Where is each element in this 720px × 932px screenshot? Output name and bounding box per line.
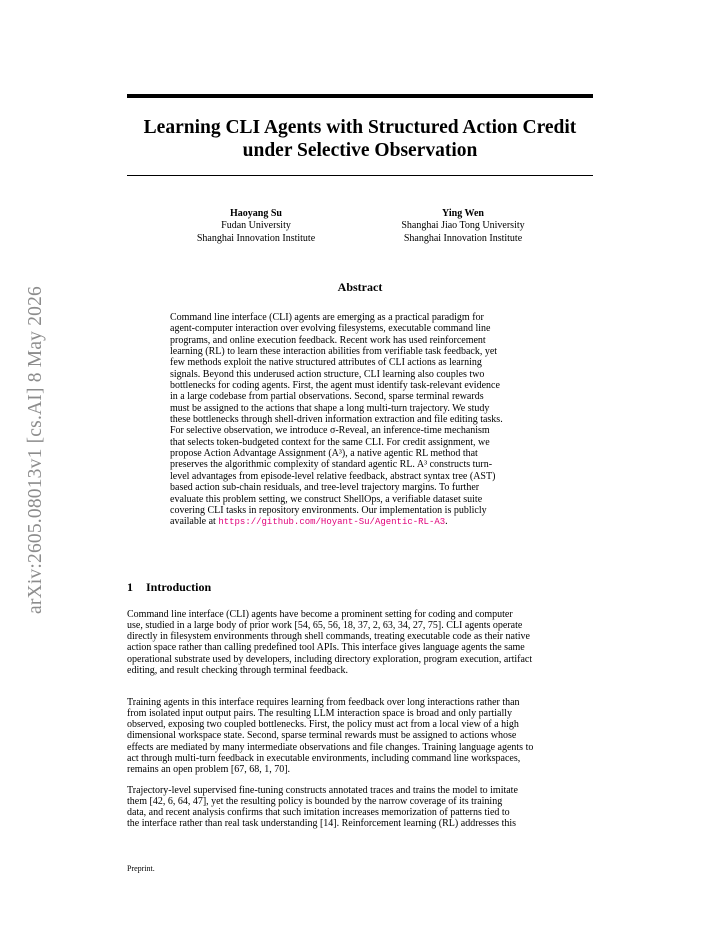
paragraph: [127, 697, 593, 775]
paragraph-line: observed, exposing two coupled bottlenecks. First, the policy must act from a local view of a high: [127, 719, 519, 731]
section-heading: [127, 580, 211, 595]
abstract-line: bottlenecks for coding agents. First, the agent must identify task-relevant evidence: [170, 380, 500, 392]
repository-link[interactable]: https://github.com/Hoyant-Su/Agentic-RL-A3: [218, 517, 446, 528]
paragraph: [127, 609, 593, 676]
author-name: Ying Wen: [442, 208, 484, 219]
paragraph-line: act through multi-turn feedback in executable environments, including command line workspaces,: [127, 752, 521, 764]
section-title: Introduction: [146, 580, 212, 594]
paragraph: [127, 785, 593, 830]
paragraph-line: action space rather than calling predefined tool APIs. This interface gives language agents the same: [127, 642, 525, 654]
author-affiliation: Shanghai Jiao Tong University: [401, 220, 525, 232]
paragraph-line: dimensional workspace state. Second, sparse terminal rewards must be assigned to actions whose: [127, 730, 517, 742]
paragraph-line: effects are mediated by many intermediate observations and file changes. Training language agents to: [127, 741, 534, 753]
paragraph-line: operational substrate used by developers, including directory exploration, program execution, artifact: [127, 653, 533, 665]
paper-title: [127, 116, 593, 162]
abstract-line: in a large codebase from partial observations. Second, sparse terminal rewards: [170, 391, 484, 403]
abstract-line: propose Action Advantage Assignment (A³), a native agentic RL method that: [170, 448, 478, 460]
paragraph-line: Trajectory-level supervised fine-tuning constructs annotated traces and trains the model to imitate: [127, 785, 518, 796]
paragraph-line: remains an open problem [67, 68, 1, 70].: [127, 763, 291, 775]
abstract-line: evaluate this problem setting, we construct ShellOps, a verifiable dataset suite: [170, 493, 483, 505]
abstract-line: must be assigned to the actions that shape a long multi-turn trajectory. We study: [170, 402, 490, 414]
author-block: [380, 208, 546, 245]
abstract-line: agent-computer interaction over evolving filesystems, executable command line: [170, 323, 491, 335]
author-name: Haoyang Su: [230, 208, 282, 219]
paragraph-line: Command line interface (CLI) agents have become a prominent setting for coding and computer: [127, 609, 513, 620]
title-bottom-rule: [127, 175, 593, 176]
paragraph-line: from isolated input output pairs. The resulting LLM interaction space is broad and only partially: [127, 708, 513, 720]
abstract-text: .: [445, 516, 448, 528]
abstract-line: For selective observation, we introduce σ-Reveal, an inference-time mechanism: [170, 425, 490, 437]
paragraph-line: Training agents in this interface requires learning from feedback over long interactions rather than: [127, 697, 520, 708]
abstract-line: based action sub-chain residuals, and tree-level trajectory margins. To further: [170, 482, 480, 494]
abstract-line: these bottlenecks through shell-driven information extraction and file editing tasks.: [170, 414, 503, 426]
abstract-body: [170, 312, 552, 528]
paragraph-line: use, studied in a large body of prior work [54, 65, 56, 18, 37, 2, 63, 34, 27, 75]. CLI agents operate: [127, 620, 523, 632]
abstract-line: programs, and online execution feedback. Recent work has used reinforcement: [170, 334, 486, 346]
abstract-line: Command line interface (CLI) agents are emerging as a practical paradigm for: [170, 312, 484, 323]
title-top-rule: [127, 94, 593, 98]
title-line: under Selective Observation: [242, 140, 478, 161]
paragraph-line: editing, and result checking through terminal feedback.: [127, 664, 349, 676]
abstract-line: signals. Beyond this underused action structure, CLI learning also couples two: [170, 368, 485, 380]
abstract-line: that selects token-budgeted context for the same CLI. For credit assignment, we: [170, 436, 490, 448]
abstract-heading: Abstract: [337, 280, 383, 294]
abstract-text: available at: [170, 516, 219, 528]
paragraph-line: directly in filesystem environments through shell commands, treating executable code as their native: [127, 631, 530, 643]
author-block: [173, 208, 339, 245]
footer-note: Preprint.: [127, 864, 155, 873]
paragraph-line: them [42, 6, 64, 47], yet the resulting policy is bounded by the narrow coverage of its training: [127, 796, 503, 808]
abstract-line: preserves the algorithmic complexity of standard agentic RL. A³ constructs turn-: [170, 459, 493, 471]
abstract-line: level advantages from episode-level relative feedback, abstract syntax tree (AST): [170, 470, 496, 482]
paragraph-line: the interface rather than real task understanding [14]. Reinforcement learning (RL) addresses this: [127, 818, 517, 830]
arxiv-identifier[interactable]: arXiv:2605.08013v1 [cs.AI] 8 May 2026: [25, 285, 46, 615]
author-affiliation: Fudan University: [221, 220, 291, 232]
section-number: 1: [127, 580, 133, 594]
title-line: Learning CLI Agents with Structured Action Credit: [143, 117, 577, 138]
abstract-line: few methods exploit the native structured attributes of CLI actions as learning: [170, 357, 482, 369]
abstract-line: [170, 516, 552, 527]
abstract-line: learning (RL) to learn these interaction abilities from verifiable task feedback, yet: [170, 346, 498, 358]
paragraph-line: data, and recent analysis confirms that such imitation increases memorization of patterns tied to: [127, 807, 510, 819]
abstract-line: covering CLI tasks in repository environments. Our implementation is publicly: [170, 504, 487, 516]
author-affiliation: Shanghai Innovation Institute: [403, 232, 523, 244]
author-affiliation: Shanghai Innovation Institute: [196, 232, 316, 244]
